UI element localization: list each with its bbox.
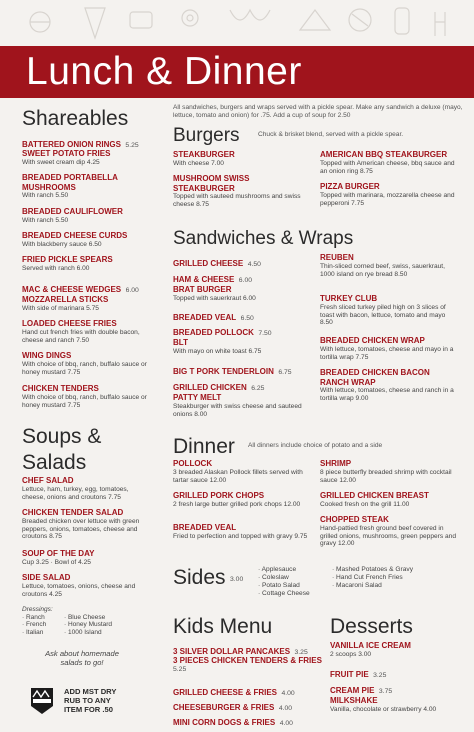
burgers-heading: Burgers [173, 125, 240, 146]
sandwich-item [320, 336, 460, 361]
item-desc: Thin-sliced corned beef, swiss, sauerkraut, 1000 island on rye bread 8.50 [320, 262, 445, 278]
item-desc: With lettuce, tomatoes, cheese and ranch in a tortilla wrap 9.00 [320, 387, 454, 403]
item-name: PIZZA BURGER [320, 182, 380, 191]
item-price: 4.50 [247, 261, 261, 268]
item-desc: With sweet cream dip 4.25 [22, 158, 100, 166]
food-doodle-pattern [0, 0, 474, 50]
item-desc: With choice of bbq, ranch, buffalo sauce or honey mustard 7.75 [22, 360, 147, 376]
sandwich-item [173, 393, 311, 418]
item-name: SWEET POTATO FRIES [22, 149, 111, 158]
item-name: MOZZARELLA STICKS [22, 295, 109, 304]
shareable-item [22, 231, 147, 249]
ask-line: Ask about homemade [45, 649, 119, 658]
item-name: GRILLED CHEESE & FRIES [173, 688, 278, 697]
item-desc: Lettuce, tomatoes, onions, cheese and croutons 4.25 [22, 582, 136, 598]
item-price: 4.00 [279, 720, 293, 727]
item-name: AMERICAN BBQ STEAKBURGER [320, 150, 448, 159]
item-name: MAC & CHEESE WEDGES [22, 285, 122, 294]
dressings-list-1 [22, 614, 46, 636]
shareable-item [22, 351, 147, 376]
item-price: 3.25 [373, 672, 387, 679]
item-name: PATTY MELT [173, 393, 222, 402]
item-desc: Cup 3.25 · Bowl of 4.25 [22, 558, 91, 566]
item-name: WING DINGS [22, 351, 72, 360]
ask-homemade-note [22, 649, 142, 667]
kids-item [173, 712, 311, 730]
soups-heading-line2: Salads [22, 451, 87, 474]
dressings-list-2 [64, 614, 112, 636]
item-name: BREADED CHICKEN WRAP [320, 336, 425, 345]
item-price: 6.50 [240, 315, 254, 322]
dinner-note: All dinners include choice of potato and a side [248, 442, 383, 449]
ask-line: salads to go! [60, 658, 104, 668]
item-name: GRILLED CHICKEN [173, 383, 247, 392]
item-desc: 2 scoops 3.00 [330, 650, 372, 658]
kids-item [173, 656, 322, 673]
item-price: 5.25 [173, 665, 187, 673]
item-name: BREADED CAULIFLOWER [22, 207, 123, 216]
add-mst-note [64, 687, 116, 714]
sandwich-item [320, 294, 460, 327]
dressing-option: · French [22, 621, 47, 629]
item-price: 7.50 [258, 330, 272, 337]
sandwich-item [320, 253, 460, 278]
burger-item [173, 174, 311, 209]
item-price: 4.00 [281, 690, 295, 697]
item-name: FRUIT PIE [330, 670, 369, 679]
item-name: VANILLA ICE CREAM [330, 641, 411, 650]
item-price: 6.75 [278, 369, 292, 376]
item-desc: Hand cut french fries with double bacon, cheese and ranch 7.50 [22, 328, 140, 344]
item-desc: Vanilla, chocolate or strawberry 4.00 [330, 705, 437, 713]
sandwich-item [320, 368, 460, 403]
item-desc: With mayo on white toast 6.75 [173, 347, 262, 355]
add-mst-line: RUB TO ANY [64, 696, 111, 706]
dressing-option: · 1000 Island [64, 628, 102, 636]
item-desc: With ranch 5.50 [22, 216, 69, 224]
desserts-heading: Desserts [330, 615, 413, 638]
item-price: 3.25 [294, 649, 308, 656]
dressings-label: Dressings: [22, 606, 53, 613]
dessert-item [330, 641, 465, 659]
page-title: Lunch & Dinner [26, 50, 302, 93]
item-name: HAM & CHEESE [173, 275, 235, 284]
item-price: 3.75 [378, 688, 393, 695]
item-desc: Served with ranch 6.00 [22, 264, 90, 272]
item-name: SHRIMP [320, 459, 352, 468]
add-mst-line: ITEM FOR .50 [64, 705, 113, 715]
item-name: 3 PIECES CHICKEN TENDERS & FRIES [173, 656, 322, 665]
side-option: · Potato Salad [258, 581, 300, 589]
soups-heading-line1: Soups & [22, 425, 102, 448]
item-name: CHEF SALAD [22, 476, 74, 485]
dressing-option: · Italian [22, 628, 44, 636]
item-price: 6.00 [238, 277, 253, 284]
salad-item [22, 508, 147, 541]
item-desc: Fresh sliced turkey piled high on 3 slices of toast with bacon, lettuce, tomato and mayo 8.50 [320, 303, 446, 327]
item-price: 4.00 [278, 705, 293, 712]
shareable-item [22, 207, 147, 225]
item-name: MINI CORN DOGS & FRIES [173, 718, 276, 727]
side-option: · Mashed Potatoes & Gravy [332, 566, 413, 573]
dressing-option: · Blue Cheese [64, 614, 106, 621]
burger-item [320, 182, 460, 207]
item-desc: Topped with sauerkraut 6.00 [173, 294, 256, 302]
item-desc: Topped with marinara, mozzarella cheese and pepperoni 7.75 [320, 191, 455, 207]
kids-heading: Kids Menu [173, 615, 273, 638]
item-name: BREADED POLLOCK [173, 328, 254, 337]
dinner-item [173, 459, 311, 484]
item-name: LOADED CHEESE FRIES [22, 319, 117, 328]
shareable-item [22, 255, 147, 273]
item-name: BREADED PORTABELLA MUSHROOMS [22, 173, 118, 192]
item-desc: Cooked fresh on the grill 11.00 [320, 500, 410, 508]
sandwich-item [173, 285, 311, 303]
item-desc: Topped with American cheese, bbq sauce and an onion ring 8.75 [320, 159, 455, 175]
dinner-item [173, 491, 311, 509]
dressing-option: · Honey Mustard [64, 621, 113, 629]
sandwiches-heading: Sandwiches & Wraps [173, 228, 354, 249]
item-desc: With blackberry sauce 6.50 [22, 240, 102, 248]
sandwich-note: All sandwiches, burgers and wraps served with a pickle spear. Make any sandwich a deluxe (mayo, lettuce, tomato and onion) for .75. Add a cup of soup for 2.50 [173, 104, 463, 119]
item-name: CHICKEN TENDERS [22, 384, 99, 393]
side-option: · Cottage Cheese [258, 589, 310, 597]
dinner-item [173, 523, 311, 541]
item-name: TURKEY CLUB [320, 294, 378, 303]
item-name: FRIED PICKLE SPEARS [22, 255, 113, 264]
burger-item [173, 150, 311, 168]
item-name: BREADED VEAL [173, 523, 237, 532]
item-desc: With lettuce, tomatoes, cheese and mayo in a tortilla wrap 7.75 [320, 345, 454, 361]
item-name: SOUP OF THE DAY [22, 549, 95, 558]
item-name: 3 SILVER DOLLAR PANCAKES [173, 647, 291, 656]
title-banner [0, 46, 474, 98]
item-name: POLLOCK [173, 459, 213, 468]
item-desc: With choice of bbq, ranch, buffalo sauce or honey mustard 7.75 [22, 393, 147, 409]
item-price: 6.00 [125, 287, 139, 294]
salad-item [22, 476, 147, 501]
dinner-item [320, 459, 460, 484]
shareable-item [22, 319, 147, 344]
item-desc: Steakburger with swiss cheese and sauteed onions 8.00 [173, 402, 302, 418]
item-name: CHOPPED STEAK [320, 515, 389, 524]
item-name: REUBEN [320, 253, 354, 262]
soup-item [22, 549, 147, 567]
item-name: STEAKBURGER [173, 150, 235, 159]
sides-list-1 [258, 566, 310, 598]
sides-heading: Sides [173, 566, 226, 589]
dinner-heading: Dinner [173, 435, 235, 458]
side-option: · Macaroni Salad [332, 581, 382, 589]
item-name: CREAM PIE [330, 686, 375, 695]
item-name: MUSHROOM SWISS STEAKBURGER [173, 174, 250, 193]
item-name: SIDE SALAD [22, 573, 71, 582]
add-mst-line: ADD MST DRY [64, 687, 117, 696]
item-desc: With cheese 7.00 [173, 159, 224, 167]
side-option: · Applesauce [258, 566, 297, 573]
burger-item [320, 150, 460, 175]
sides-list-2 [332, 566, 413, 590]
dinner-item [320, 515, 460, 548]
burgers-note: Chuck & brisket blend, served with a pickle spear. [258, 131, 404, 138]
item-desc: 8 piece butterfly breaded shrimp with cocktail sauce 12.00 [320, 468, 452, 484]
item-desc: 2 fresh large butter grilled pork chops 12.00 [173, 500, 301, 508]
item-desc: Fried to perfection and topped with gravy 9.75 [173, 532, 308, 540]
salad-item [22, 573, 147, 598]
item-name: GRILLED CHEESE [173, 259, 244, 268]
item-name: BLT [173, 338, 188, 347]
item-name: MILKSHAKE [330, 696, 378, 705]
item-desc: Lettuce, ham, turkey, egg, tomatoes, cheese, onions and croutons 7.75 [22, 485, 129, 501]
side-option: · Hand Cut French Fries [332, 573, 403, 581]
sides-price: 3.00 [230, 576, 244, 583]
item-desc: With ranch 5.50 [22, 192, 69, 200]
item-name: BREADED VEAL [173, 313, 237, 322]
item-name: GRILLED PORK CHOPS [173, 491, 265, 500]
item-price: 5.25 [125, 142, 139, 149]
item-desc: Hand-pattied fresh ground beef covered in grilled onions, mushrooms, green peppers and gravy 12.00 [320, 524, 456, 548]
item-name: CHEESEBURGER & FRIES [173, 703, 275, 712]
item-name: BRAT BURGER [173, 285, 232, 294]
shareables-heading: Shareables [22, 107, 129, 130]
item-name: CHICKEN TENDER SALAD [22, 508, 124, 517]
dressing-option: · Ranch [22, 614, 45, 621]
item-desc: Topped with sauteed mushrooms and swiss cheese 8.75 [173, 193, 301, 209]
item-name: BREADED CHEESE CURDS [22, 231, 128, 240]
item-name: BATTERED ONION RINGS [22, 140, 121, 149]
sandwich-item [173, 338, 311, 356]
shareable-item [22, 384, 147, 409]
item-price: 6.25 [251, 385, 265, 392]
item-desc: 3 breaded Alaskan Pollock fillets served with tartar sauce 12.00 [173, 468, 303, 484]
item-name: BIG T PORK TENDERLOIN [173, 367, 274, 376]
item-desc: With side of marinara 5.75 [22, 304, 99, 312]
dessert-item [330, 696, 470, 714]
dinner-item [320, 491, 460, 509]
shareable-item [22, 295, 147, 313]
side-option: · Coleslaw [258, 573, 289, 581]
item-name: GRILLED CHICKEN BREAST [320, 491, 429, 500]
item-name: BREADED CHICKEN BACON RANCH WRAP [320, 368, 430, 387]
shareable-item [22, 149, 147, 167]
item-desc: Breaded chicken over lettuce with green peppers, onions, tomatoes, cheese and croutons 8.75 [22, 517, 140, 541]
shareable-item [22, 173, 147, 200]
mst-sauce-logo-icon [29, 686, 55, 716]
